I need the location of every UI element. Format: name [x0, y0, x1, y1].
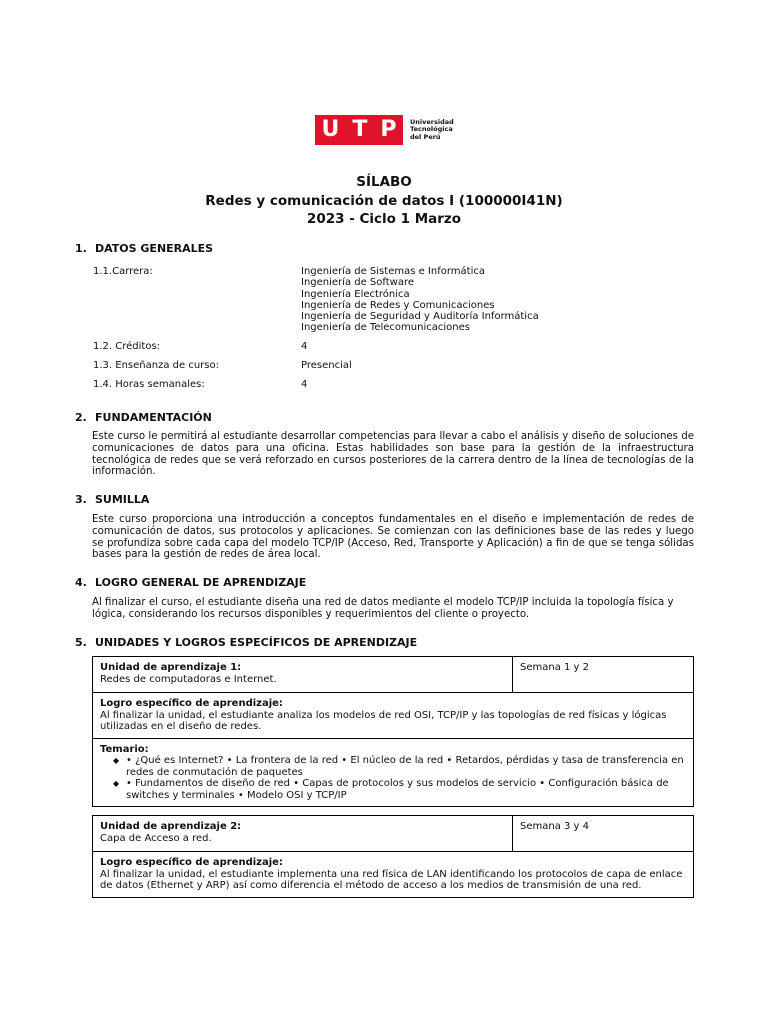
unit-week-cell — [513, 816, 694, 852]
creditos-label: 1.2. Créditos: — [93, 341, 161, 352]
logo-text-line: del Perú — [410, 132, 441, 141]
section-heading-datos-generales — [75, 242, 213, 255]
temario-item-text: • ¿Qué es Internet? • La frontera de la red • El núcleo de la red • Retardos, pérdidas y tasa de transferencia en redes de conmutación de paquetes — [126, 755, 684, 778]
unit-table-2 — [92, 815, 694, 898]
unit-temario-cell — [93, 738, 694, 807]
unit-table-1 — [92, 656, 694, 807]
unit-logro-text: Al finalizar la unidad, el estudiante implementa una red física de LAN identificando los protocolos de capa de enlace de datos (Ethernet y ARP) así como diferencia el método de acceso a los medios de transmisión de una red. — [100, 868, 683, 891]
section-heading-fundamentacion — [75, 411, 212, 424]
unit-name: Capa de Acceso a red. — [100, 832, 212, 844]
unit-logro-text: Al finalizar la unidad, el estudiante analiza los modelos de red OSI, TCP/IP y las topologías de red físicas y lógicas utilizadas en el diseño de redes. — [100, 709, 667, 732]
section-number: 2. — [75, 411, 87, 424]
unit-header-row — [93, 657, 694, 693]
carrera-item: Ingeniería Electrónica — [301, 288, 410, 300]
unit-logro-row — [93, 693, 694, 739]
unit-logro-row — [93, 852, 694, 898]
section-number: 1. — [75, 242, 87, 255]
carrera-item: Ingeniería de Software — [301, 277, 415, 289]
unit-title-cell — [93, 657, 513, 693]
logro-general-text: Al finalizar el curso, el estudiante diseña una red de datos mediante el modelo TCP/IP incluida la topología física y lógica, considerando los recursos disponibles y requerimientos del cliente o proyecto. — [92, 597, 674, 620]
ensenanza-label: 1.3. Enseñanza de curso: — [93, 360, 219, 371]
creditos-value: 4 — [301, 341, 308, 352]
section-title: DATOS GENERALES — [95, 242, 214, 255]
unit-title: Unidad de aprendizaje 1: — [100, 662, 242, 673]
section-number: 4. — [75, 576, 87, 589]
unit-week-cell — [513, 657, 694, 693]
section-title: SUMILLA — [95, 493, 150, 506]
unit-logro-cell — [93, 693, 694, 739]
logo-text-line: Universidad — [410, 117, 454, 126]
sumilla-text: Este curso proporciona una introducción a conceptos fundamentales en el diseño e implementación de redes de comunicación de datos, sus protocolos y aplicaciones. Se comienzan con las definiciones base de las redes y luego se profundiza sobre cada capa del modelo TCP/IP (Acceso, Red, Transporte y Aplicación) a fin de que se tenga sólidas bases para la gestión de redes de área local. — [92, 514, 694, 561]
course-title: Redes y comunicación de datos I (100000I41N) — [205, 193, 563, 209]
section-title: FUNDAMENTACIÓN — [95, 411, 212, 424]
temario-item — [113, 778, 686, 801]
diamond-bullet-icon: ◆ — [113, 756, 120, 765]
temario-item — [113, 755, 686, 778]
temario-item-text: • Fundamentos de diseño de red • Capas de protocolos y sus modelos de servicio • Configuración básica de switches y terminales • Modelo OSI y TCP/IP — [126, 778, 669, 801]
carrera-item: Ingeniería de Redes y Comunicaciones — [301, 299, 495, 311]
unit-name: Redes de computadoras e Internet. — [100, 673, 277, 685]
unit-title: Unidad de aprendizaje 2: — [100, 821, 242, 832]
carrera-list — [301, 266, 539, 334]
section-title: UNIDADES Y LOGROS ESPECÍFICOS DE APRENDIZAJE — [95, 636, 418, 649]
horas-label: 1.4. Horas semanales: — [93, 379, 205, 390]
course-period: 2023 - Ciclo 1 Marzo — [306, 211, 462, 227]
section-title: LOGRO GENERAL DE APRENDIZAJE — [95, 576, 307, 589]
logo-text-line: Tecnológica — [410, 125, 453, 134]
unit-title-cell — [93, 816, 513, 852]
unit-week: Semana 3 y 4 — [520, 821, 590, 832]
section-number: 5. — [75, 636, 87, 649]
logo-university-name — [410, 119, 454, 142]
carrera-item: Ingeniería de Sistemas e Informática — [301, 266, 485, 277]
section-heading-sumilla — [75, 493, 149, 506]
carrera-item: Ingeniería de Telecomunicaciones — [301, 322, 470, 334]
section-heading-logro-general — [75, 576, 306, 589]
temario-list — [100, 755, 686, 801]
section-number: 3. — [75, 493, 87, 506]
horas-value: 4 — [301, 379, 308, 390]
unit-logro-title: Logro específico de aprendizaje: — [100, 698, 283, 709]
unit-logro-cell — [93, 852, 694, 898]
utp-logo — [315, 115, 454, 145]
diamond-bullet-icon: ◆ — [113, 779, 120, 788]
carrera-label: 1.1.Carrera: — [93, 266, 153, 277]
unit-week: Semana 1 y 2 — [520, 662, 590, 673]
utp-logo-mark — [315, 115, 403, 145]
logo-letter-u: U — [321, 117, 340, 142]
unit-header-row — [93, 816, 694, 852]
carrera-item: Ingeniería de Seguridad y Auditoría Informática — [301, 311, 539, 323]
unit-temario-row — [93, 738, 694, 807]
ensenanza-value: Presencial — [301, 360, 352, 371]
logo-letter-p: P — [380, 117, 397, 142]
unit-logro-title: Logro específico de aprendizaje: — [100, 857, 283, 868]
logo-letter-t: T — [352, 117, 368, 142]
unit-temario-title: Temario: — [100, 743, 149, 755]
document-title: SÍLABO — [356, 174, 412, 190]
section-heading-unidades — [75, 636, 417, 649]
fundamentacion-text: Este curso le permitirá al estudiante desarrollar competencias para llevar a cabo el análisis y diseño de soluciones de comunicaciones de datos para una oficina. Estas habilidades son base para la gestión de la infraestructura tecnológica de redes que se verá reforzado en cursos posteriores de la carrera dentro de la línea de tecnologías de la información. — [92, 431, 694, 478]
